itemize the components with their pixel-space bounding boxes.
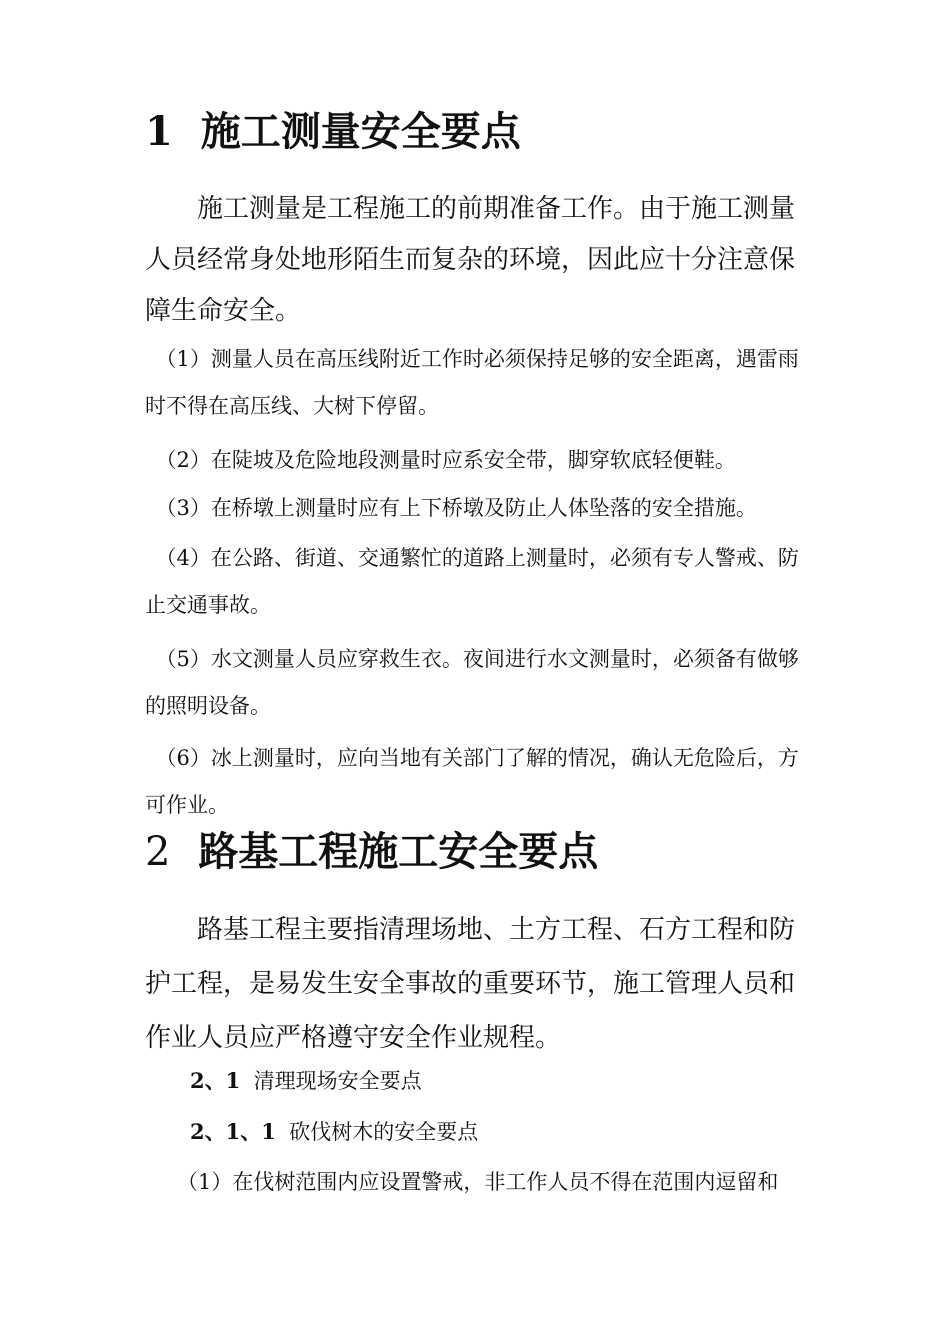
subheading-2-1-number: 2、1 [190,1068,241,1093]
section-1-item-4: （4）在公路、街道、交通繁忙的道路上测量时，必须有专人警戒、防止交通事故。 [145,546,799,617]
section-1-item-2: （2）在陡坡及危险地段测量时应系安全带，脚穿软底轻便鞋。 [145,448,736,472]
section-2-heading [145,828,810,876]
subheading-2-1-1 [145,1117,810,1147]
section-2-number: 2 [145,829,171,875]
section-1-number: 1 [145,108,173,155]
subheading-2-1 [145,1066,810,1096]
subheading-2-1-1-number: 2、1、1 [190,1119,276,1144]
section-1-item-1: （1）测量人员在高压线附近工作时必须保持足够的安全距离，遇雷雨时不得在高压线、大树下停留。 [145,347,799,418]
section-2-item-1: （1）在伐树范围内应设置警戒，非工作人员不得在范围内逗留和 [177,1170,779,1194]
subheading-2-1-1-title: 砍伐树木的安全要点 [289,1120,479,1144]
subheading-2-1-title: 清理现场安全要点 [253,1069,422,1093]
section-1-item-5: （5）水文测量人员应穿救生衣。夜间进行水文测量时，必须备有做够的照明设备。 [145,647,799,718]
section-1-heading [145,108,810,156]
section-1-intro: 施工测量是工程施工的前期准备工作。由于施工测量人员经常身处地形陌生而复杂的环境，因此应十分注意保障生命安全。 [145,194,796,326]
section-2-intro: 路基工程主要指清理场地、土方工程、石方工程和防护工程，是易发生安全事故的重要环节，施工管理人员和作业人员应严格遵守安全作业规程。 [145,915,796,1053]
section-1-item-3: （3）在桥墩上测量时应有上下桥墩及防止人体坠落的安全措施。 [145,496,757,520]
section-2-title: 路基工程施工安全要点 [198,828,599,875]
section-1-item-6: （6）冰上测量时，应向当地有关部门了解的情况，确认无危险后，方可作业。 [145,746,799,817]
section-1-title: 施工测量安全要点 [200,108,521,155]
